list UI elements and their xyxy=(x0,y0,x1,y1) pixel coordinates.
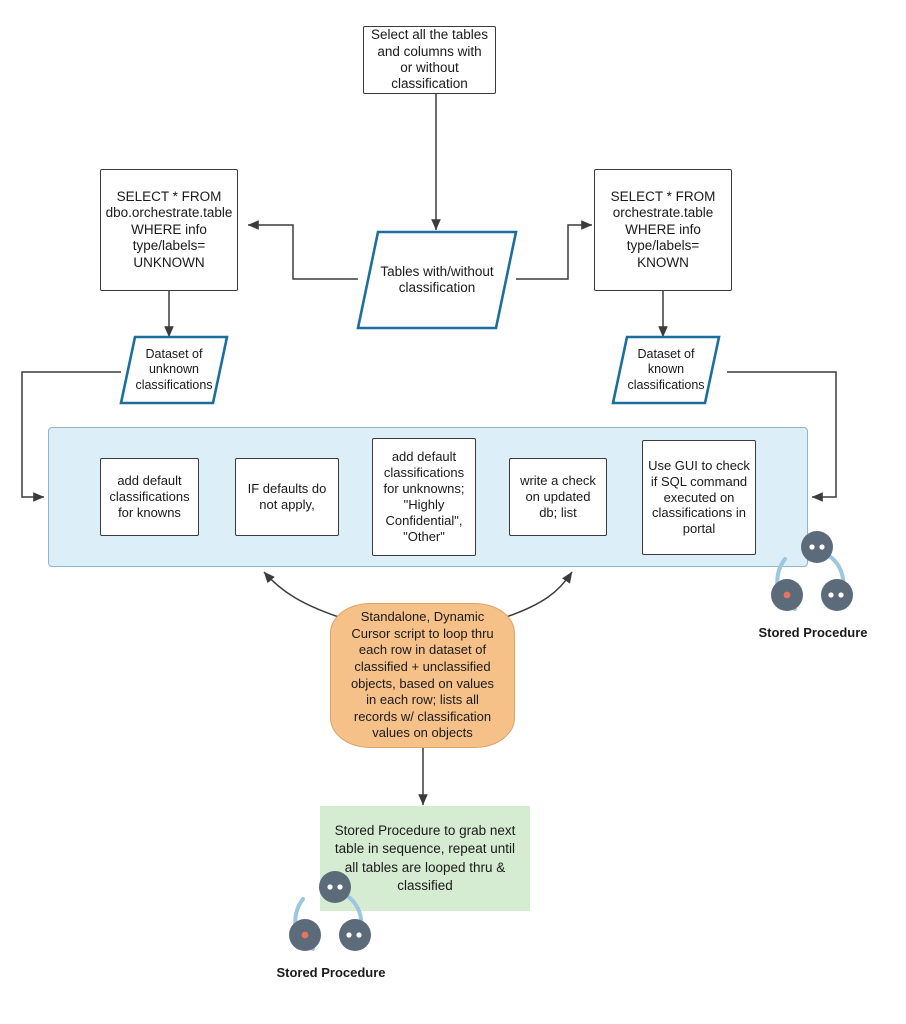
node-start-label: Select all the tables and columns with or without classification xyxy=(370,27,489,92)
node-start xyxy=(363,26,496,94)
node-stored-procedure-green-label: Stored Procedure to grab next table in sequence, repeat until all tables are looped thru & classified xyxy=(334,823,516,893)
node-step-5-label: Use GUI to check if SQL command executed on classifications in portal xyxy=(648,457,750,537)
node-step-2 xyxy=(235,458,339,536)
node-dataset-known-label: Dataset of known classifications xyxy=(627,347,705,392)
node-tables-data-label: Tables with/without classification xyxy=(380,263,494,295)
node-select-unknown-label: SELECT * FROM dbo.orchestrate.table WHERE info type/labels= UNKNOWN xyxy=(105,188,233,270)
node-step-3 xyxy=(372,438,476,556)
node-step-5 xyxy=(642,440,756,555)
node-select-known xyxy=(594,169,732,291)
node-dataset-unknown-label: Dataset of unknown classifications xyxy=(135,347,213,392)
node-tables-data xyxy=(356,230,518,330)
stored-procedure-icon-graphic xyxy=(283,865,379,961)
node-cursor-script-label: Standalone, Dynamic Cursor script to loop thru each row in dataset of classified + unclassified objects, based on values in each row; lists all records w/ classification values on objects xyxy=(350,609,495,741)
stored-procedure-caption-bottom-label: Stored Procedure xyxy=(276,965,386,980)
node-dataset-known xyxy=(611,335,721,405)
node-step-4 xyxy=(509,458,607,536)
stored-procedure-icon-graphic xyxy=(765,525,861,621)
stored-procedure-icon-bottom xyxy=(283,865,379,961)
stored-procedure-caption-right xyxy=(740,625,886,640)
stored-procedure-caption-right-label: Stored Procedure xyxy=(758,625,868,640)
stored-procedure-caption-bottom xyxy=(258,965,404,980)
node-cursor-script xyxy=(330,603,515,748)
node-select-known-label: SELECT * FROM orchestrate.table WHERE info type/labels= KNOWN xyxy=(610,188,716,270)
stored-procedure-icon xyxy=(765,525,861,621)
node-step-3-label: add default classifications for unknowns; "Highly Confidential", "Other" xyxy=(383,449,465,544)
node-step-4-label: write a check on updated db; list xyxy=(520,473,596,520)
node-select-unknown xyxy=(100,169,238,291)
node-step-1 xyxy=(100,458,199,536)
node-step-1-label: add default classifications for knowns xyxy=(109,473,190,520)
node-dataset-unknown xyxy=(119,335,229,405)
node-step-2-label: IF defaults do not apply, xyxy=(247,481,327,512)
